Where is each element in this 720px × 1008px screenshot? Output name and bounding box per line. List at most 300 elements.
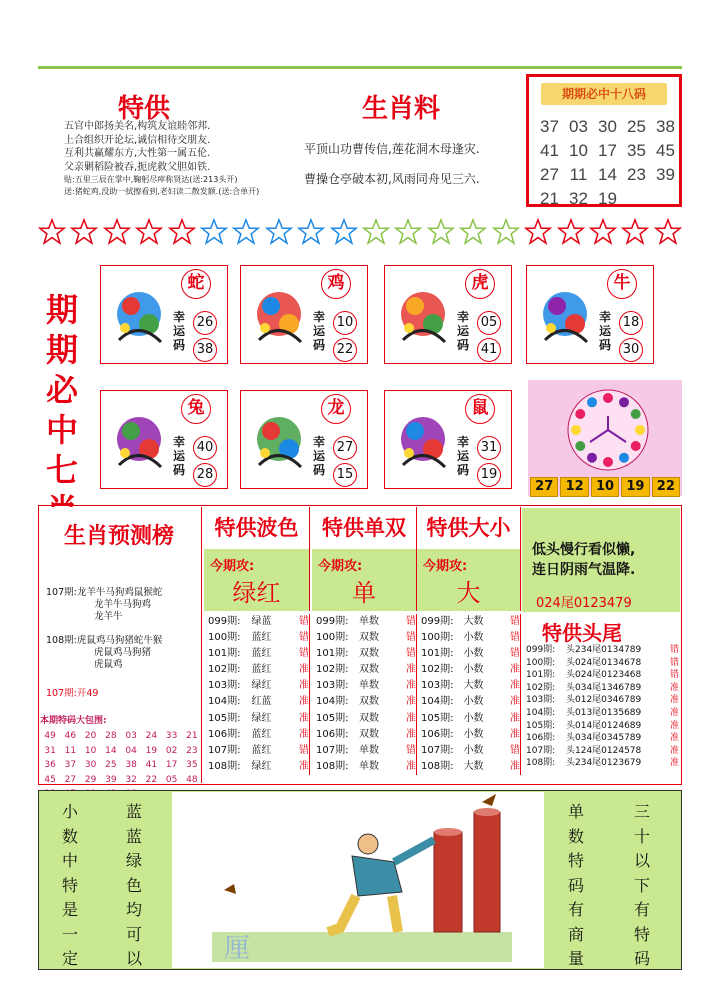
history-rows xyxy=(204,614,310,775)
vertical-char: 有 xyxy=(633,900,650,919)
status-mark: 准 xyxy=(299,728,309,740)
table-row xyxy=(312,727,416,743)
status-mark: 准 xyxy=(510,664,520,676)
code-number: 14 xyxy=(598,165,617,184)
code-number: 25 xyxy=(627,117,646,136)
lucky-char: 码 xyxy=(456,338,469,352)
attack-value: 绿红 xyxy=(232,579,281,607)
qiqi-bizhong-qixiao-title xyxy=(42,290,82,530)
package-number: 05 xyxy=(165,774,178,785)
value-cell: 大数 xyxy=(463,680,484,692)
period-label: 106期: xyxy=(421,728,454,740)
code-number: 03 xyxy=(569,117,588,136)
package-number: 24 xyxy=(145,731,158,741)
period-label: 100期: xyxy=(208,632,241,644)
value-cell: 蓝红 xyxy=(251,632,272,644)
table-row xyxy=(417,662,520,678)
lucky-char: 码 xyxy=(456,463,469,477)
value-cell: 双数 xyxy=(359,664,380,676)
yucebang-line: 107期:龙羊牛马狗鸡鼠猴蛇 xyxy=(46,587,163,598)
yucebang-108 xyxy=(46,635,202,671)
lucky-number: 41 xyxy=(477,338,501,362)
star-icon xyxy=(621,217,649,247)
lucky-number: 15 xyxy=(333,463,357,487)
package-number: 46 xyxy=(64,731,77,741)
zodiac-name: 鸡 xyxy=(321,269,351,299)
period-label: 100期: xyxy=(316,632,349,644)
eighteen-code-title: 期期必中十八码 xyxy=(541,83,667,105)
table-row xyxy=(417,727,520,743)
star-icon xyxy=(492,217,520,247)
lucky-number: 30 xyxy=(619,338,643,362)
value-cell: 头234尾0134789 xyxy=(566,645,642,655)
clock-dot xyxy=(631,441,641,451)
package-number: 30 xyxy=(84,760,97,770)
value-cell: 头012尾0346789 xyxy=(566,695,642,706)
package-number: 21 xyxy=(186,731,198,741)
period-label: 107期: xyxy=(316,744,349,756)
zodiac-name: 龙 xyxy=(321,394,351,424)
column-title: 特供大小 xyxy=(417,507,521,549)
vertical-char: 可 xyxy=(125,924,142,944)
status-mark: 准 xyxy=(670,745,680,756)
period-label: 108期: xyxy=(526,758,556,769)
period-label: 102期: xyxy=(208,664,241,676)
star-row xyxy=(38,212,682,252)
clock-dot xyxy=(571,425,581,435)
package-number: 32 xyxy=(125,774,137,785)
column-title: 特供单双 xyxy=(312,507,417,549)
vertical-char: 定 xyxy=(61,949,78,968)
package-number: 25 xyxy=(105,760,117,770)
value-cell: 绿蓝 xyxy=(251,616,272,627)
status-mark: 准 xyxy=(299,680,309,692)
package-number: 02 xyxy=(165,745,178,756)
vertical-char: 数 xyxy=(61,826,78,846)
period-label: 106期: xyxy=(316,728,349,740)
vertical-char: 下 xyxy=(633,875,650,895)
status-mark: 准 xyxy=(510,680,520,692)
status-mark: 错 xyxy=(510,744,520,756)
status-mark: 错 xyxy=(670,670,680,681)
yucebang-line: 龙羊牛马狗鸡 xyxy=(94,599,152,610)
top-divider xyxy=(38,66,682,69)
vertical-char: 一 xyxy=(61,924,78,944)
table-row xyxy=(312,662,416,678)
value-cell: 双数 xyxy=(359,728,380,740)
star-icon xyxy=(362,217,390,247)
period-label: 104期: xyxy=(526,707,556,718)
status-mark: 错 xyxy=(510,616,520,627)
status-mark: 准 xyxy=(406,712,416,724)
lucky-number: 40 xyxy=(193,436,217,460)
lucky-char: 运 xyxy=(172,449,185,463)
lucky-number: 19 xyxy=(477,463,501,487)
star-icon xyxy=(265,217,293,247)
package-number: 17 xyxy=(165,760,178,770)
status-mark: 准 xyxy=(670,707,680,718)
status-mark: 准 xyxy=(510,712,520,724)
vertical-char: 码 xyxy=(567,875,584,895)
status-mark: 准 xyxy=(670,758,680,769)
tegong-title: 特供 xyxy=(118,94,171,124)
poem-line: 五官中郎扬美名,构筑友谊睦邻邦. xyxy=(64,121,211,132)
star-icon xyxy=(168,217,196,247)
value-cell: 蓝红 xyxy=(251,648,272,660)
period-label: 105期: xyxy=(526,720,556,731)
vertical-char: 蓝 xyxy=(125,826,142,846)
poem-line: 上合组织开论坛,诚信相待交朋友. xyxy=(64,134,211,146)
zodiac-name: 蛇 xyxy=(181,269,211,299)
lucky-number: 18 xyxy=(619,311,643,335)
table-row xyxy=(526,707,682,720)
period-label: 099期: xyxy=(316,616,349,627)
lucky-char: 码 xyxy=(312,338,325,352)
lucky-char: 运 xyxy=(456,449,469,463)
period-label: 102期: xyxy=(526,682,556,693)
package-number: 37 xyxy=(64,760,77,770)
table-row xyxy=(417,694,520,710)
table-row xyxy=(526,682,682,695)
vertical-char: 蓝 xyxy=(125,802,142,821)
yucebang-panel xyxy=(40,507,202,783)
zodiac-card-3 xyxy=(526,265,654,364)
vertical-char: 有 xyxy=(567,900,584,919)
value-cell: 单数 xyxy=(359,616,380,627)
vertical-char: 量 xyxy=(567,949,584,968)
history-rows xyxy=(417,614,521,775)
vertical-char: 均 xyxy=(125,900,142,919)
value-cell: 头024尾0123468 xyxy=(566,670,642,681)
value-cell: 小数 xyxy=(463,712,484,724)
package-number: 38 xyxy=(125,760,137,770)
vertical-char: 十 xyxy=(633,826,650,846)
zodiac-name: 虎 xyxy=(465,269,495,299)
value-cell: 小数 xyxy=(463,632,484,644)
package-number: 39 xyxy=(105,774,117,785)
lucky-number: 38 xyxy=(193,338,217,362)
lucky-code-label xyxy=(597,310,613,352)
clock-dot xyxy=(631,409,641,419)
clock-number: 27 xyxy=(530,477,558,497)
yucebang-line: 108期:虎鼠鸡马狗猪蛇牛猴 xyxy=(46,635,163,646)
vertical-char: 色 xyxy=(125,875,142,895)
package-number: 41 xyxy=(145,760,158,770)
table-row xyxy=(204,678,309,694)
package-number: 28 xyxy=(105,731,117,741)
table-row xyxy=(417,646,520,662)
clock-icon xyxy=(528,380,682,480)
package-number: 31 xyxy=(44,745,56,756)
yucebang-title: 生肖预测榜 xyxy=(64,524,175,549)
vertical-char: 三 xyxy=(633,802,650,821)
zodiac-name: 牛 xyxy=(607,269,637,299)
vertical-char: 单 xyxy=(567,802,584,821)
status-mark: 准 xyxy=(510,760,520,772)
package-number: 22 xyxy=(145,774,158,785)
clock-dot xyxy=(619,397,629,407)
status-mark: 准 xyxy=(670,720,680,731)
status-mark: 错 xyxy=(406,616,416,627)
vertical-text-column xyxy=(60,800,80,972)
zodiac-card-0 xyxy=(100,265,228,364)
lucky-char: 码 xyxy=(598,338,611,352)
vertical-char: 以 xyxy=(633,851,650,870)
value-cell: 单数 xyxy=(359,680,380,692)
value-cell: 小数 xyxy=(463,744,484,756)
status-mark: 准 xyxy=(406,760,416,772)
status-mark: 准 xyxy=(406,696,416,708)
table-row xyxy=(526,757,682,770)
zodiac-card-2 xyxy=(384,265,512,364)
value-cell: 红蓝 xyxy=(251,696,272,708)
zodiac-name: 鼠 xyxy=(465,394,495,424)
lucky-char: 幸 xyxy=(598,310,611,324)
value-cell: 小数 xyxy=(463,648,484,660)
clock-dot xyxy=(603,393,613,403)
lucky-number: 26 xyxy=(193,311,217,335)
value-cell: 绿红 xyxy=(251,760,272,772)
status-mark: 错 xyxy=(299,632,309,644)
table-row xyxy=(312,759,416,775)
lucky-code-label xyxy=(311,310,327,352)
lucky-number: 22 xyxy=(333,338,357,362)
code-number: 37 xyxy=(540,117,559,136)
package-number: 48 xyxy=(186,774,198,785)
attack-label: 今期攻: xyxy=(423,559,468,574)
value-cell: 头034尾0345789 xyxy=(566,733,642,744)
status-mark: 准 xyxy=(670,682,680,693)
tiger-icon xyxy=(393,280,453,354)
lucky-number: 05 xyxy=(477,311,501,335)
period-label: 106期: xyxy=(208,728,241,740)
status-mark: 准 xyxy=(406,680,416,692)
period-label: 108期: xyxy=(421,760,454,772)
package-number: 23 xyxy=(186,745,198,756)
value-cell: 大数 xyxy=(463,616,484,627)
status-mark: 准 xyxy=(299,664,309,676)
table-row xyxy=(204,743,309,759)
code-number: 23 xyxy=(627,165,646,184)
package-number: 14 xyxy=(105,745,117,756)
vertical-char: 特 xyxy=(567,851,584,870)
table-row xyxy=(204,662,309,678)
table-row xyxy=(526,732,682,745)
star-icon xyxy=(103,217,131,247)
period-label: 101期: xyxy=(316,648,349,660)
status-mark: 准 xyxy=(406,664,416,676)
period-label: 101期: xyxy=(526,670,556,681)
lucky-char: 运 xyxy=(598,324,611,338)
yucebang-line: 虎鼠鸡马狗猪 xyxy=(94,647,152,658)
vertical-char: 特 xyxy=(633,924,650,944)
status-mark: 错 xyxy=(299,648,309,660)
package-number: 03 xyxy=(125,731,137,741)
vertical-char: 小 xyxy=(61,802,78,821)
table-row xyxy=(417,743,520,759)
vertical-text-column xyxy=(566,800,586,972)
table-row xyxy=(312,743,416,759)
status-mark: 准 xyxy=(670,695,680,706)
clock-number: 10 xyxy=(591,477,619,497)
table-row xyxy=(312,711,416,727)
period-label: 107期: xyxy=(208,744,241,756)
code-number: 35 xyxy=(627,141,646,160)
snake-icon xyxy=(109,280,169,354)
table-row xyxy=(312,630,416,646)
package-number: 27 xyxy=(64,774,77,785)
period-label: 101期: xyxy=(421,648,454,660)
period-label: 099期: xyxy=(421,616,454,627)
period-label: 099期: xyxy=(526,645,556,655)
attack-value: 大 xyxy=(456,579,481,607)
eighteen-code-numbers xyxy=(535,115,681,211)
table-row xyxy=(204,646,309,662)
code-number: 21 xyxy=(540,189,559,208)
tail-riddle-panel xyxy=(522,508,680,612)
vertical-char: 中 xyxy=(61,851,78,870)
history-rows xyxy=(312,614,417,775)
status-mark: 准 xyxy=(299,712,309,724)
status-mark: 错 xyxy=(406,648,416,660)
period-label: 108期: xyxy=(316,760,349,772)
star-icon xyxy=(200,217,228,247)
table-row xyxy=(526,657,682,670)
value-cell: 头234尾0123679 xyxy=(566,758,642,769)
zodiac-card-5 xyxy=(240,390,368,489)
zodiac-card-4 xyxy=(100,390,228,489)
table-row xyxy=(417,678,520,694)
lucky-code-label xyxy=(455,435,471,477)
table-row xyxy=(204,694,309,710)
lucky-number: 28 xyxy=(193,463,217,487)
attack-panel xyxy=(417,549,521,611)
lucky-char: 运 xyxy=(312,324,325,338)
clock-number: 22 xyxy=(652,477,680,497)
clock-dot xyxy=(619,453,629,463)
clock-dot xyxy=(575,441,585,451)
star-icon xyxy=(654,217,682,247)
star-icon xyxy=(330,217,358,247)
clock-number: 12 xyxy=(560,477,588,497)
value-cell: 头014尾0124689 xyxy=(566,720,642,731)
code-number: 32 xyxy=(569,189,588,208)
star-icon xyxy=(70,217,98,247)
period-label: 107期: xyxy=(421,744,454,756)
period-label: 107期: xyxy=(526,745,556,756)
clock-numbers xyxy=(530,477,680,497)
package-number: 20 xyxy=(84,731,97,741)
code-number: 38 xyxy=(656,117,675,136)
package-number: 10 xyxy=(84,745,97,756)
rat-icon xyxy=(393,405,453,479)
period-label: 106期: xyxy=(526,733,556,744)
clock-dot xyxy=(587,397,597,407)
value-cell: 头034尾1346789 xyxy=(566,682,642,693)
lucky-number: 10 xyxy=(333,311,357,335)
period-label: 105期: xyxy=(208,712,241,724)
star-icon xyxy=(524,217,552,247)
code-number: 41 xyxy=(540,141,559,160)
tail-answer: 024尾0123479 xyxy=(536,596,632,611)
table-row xyxy=(526,720,682,733)
table-row xyxy=(417,759,520,775)
svg-text:厘: 厘 xyxy=(224,934,251,964)
result-text: 107期:开49 xyxy=(46,688,99,699)
table-row xyxy=(204,614,309,630)
lucky-char: 幸 xyxy=(172,435,185,449)
package-number: 29 xyxy=(84,774,97,785)
vertical-char: 绿 xyxy=(125,851,142,870)
vertical-char: 特 xyxy=(61,875,78,895)
lucky-char: 码 xyxy=(312,463,325,477)
attack-panel xyxy=(312,549,417,611)
table-row xyxy=(312,646,416,662)
table-row xyxy=(312,614,416,630)
vertical-char: 商 xyxy=(567,924,584,944)
table-row xyxy=(417,711,520,727)
sx-line-2: 曹操仓亭破本初,风雨同舟见三六. xyxy=(304,172,480,186)
clock-dot xyxy=(575,409,585,419)
star-icon xyxy=(459,217,487,247)
value-cell: 双数 xyxy=(359,632,380,644)
value-cell: 头013尾0135689 xyxy=(566,707,642,718)
star-icon xyxy=(38,217,66,247)
vertical-char: 是 xyxy=(61,900,78,919)
table-row xyxy=(526,745,682,758)
value-cell: 绿红 xyxy=(251,680,272,692)
ox-icon xyxy=(535,280,595,354)
period-label: 104期: xyxy=(208,696,241,708)
status-mark: 准 xyxy=(510,696,520,708)
period-label: 103期: xyxy=(208,680,241,692)
lucky-char: 码 xyxy=(172,338,185,352)
lucky-char: 幸 xyxy=(456,310,469,324)
lucky-code-label xyxy=(455,310,471,352)
status-mark: 错 xyxy=(299,744,309,756)
star-icon xyxy=(232,217,260,247)
code-number: 11 xyxy=(569,165,588,184)
value-cell: 大数 xyxy=(463,760,484,772)
package-number: 49 xyxy=(44,731,56,741)
value-cell: 头024尾0134678 xyxy=(566,657,642,668)
value-cell: 头124尾0124578 xyxy=(566,745,642,756)
package-number: 04 xyxy=(125,745,137,756)
code-number: 27 xyxy=(540,165,559,184)
attack-label: 今期攻: xyxy=(318,559,363,574)
title-char: 期 xyxy=(45,331,78,369)
period-label: 104期: xyxy=(316,696,349,708)
code-number: 30 xyxy=(598,117,617,136)
period-label: 103期: xyxy=(421,680,454,692)
table-row xyxy=(417,614,520,630)
package-title: 本期特码大包围: xyxy=(40,716,107,726)
status-mark: 错 xyxy=(510,648,520,660)
value-cell: 单数 xyxy=(359,744,380,756)
lucky-code-label xyxy=(311,435,327,477)
package-number: 11 xyxy=(64,745,77,756)
table-row xyxy=(204,759,309,775)
tail-title: 特供头尾 xyxy=(542,621,622,645)
value-cell: 小数 xyxy=(463,728,484,740)
lucky-code-label xyxy=(171,435,187,477)
period-label: 103期: xyxy=(526,695,556,706)
clock-dot xyxy=(603,457,613,467)
value-cell: 双数 xyxy=(359,696,380,708)
status-mark: 错 xyxy=(670,657,680,668)
code-number: 45 xyxy=(656,141,675,160)
clock-dot xyxy=(587,453,597,463)
